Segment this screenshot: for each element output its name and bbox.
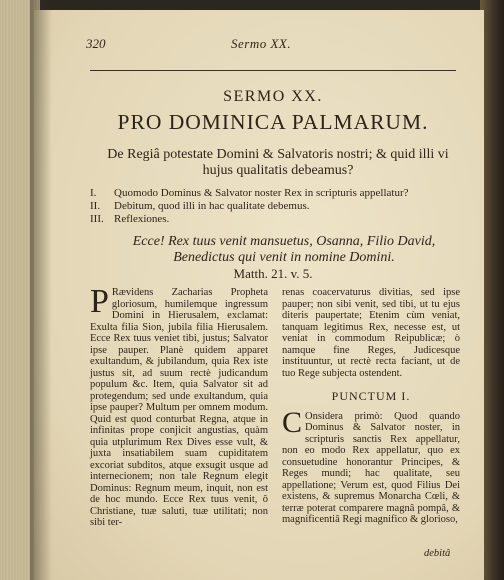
scripture-citation: Matth. 21. v. 5. <box>233 266 313 281</box>
outline-text: Debitum, quod illi in hac qualitate debemus. <box>114 200 310 212</box>
left-column <box>90 283 268 529</box>
sermon-outline <box>90 187 456 226</box>
drop-cap: P <box>90 283 109 320</box>
body-text: Rævidens Zacharias Propheta gloriosum, humilemque ingressum Domini in Hierusalem, exclamat: Exulta filia Sion, jubila filia Hierusalem. Ecce Rex tuus veniet tibi, justus; Salvator ipse pauper. Planè quidem apparet exultandum, & jubilandum, quia Rex iste justus sit, ad suum rectè judicandum populum &c. Item, quia Salvator sit ad protegendum; sed unde exultandum, quia ipse pauper? Multum per omnem modum. Quid est quod conturbat Regna, atque in infinitas prope conjicit angustias, quàm quia utplurimum Rex Dives esse vult, & juxta insatiabilem suam cupiditatem excoriat subditos, atque exsugit usque ad internecionem; non tale Regnum elegit Dominus: Regnum meum, inquit, non est de hoc mundo. Ecce Rex tuus venit, ô Christiane, tuæ saluti, tuæ utilitati; non sibi ter- <box>90 287 268 528</box>
scripture-quote: Ecce! Rex tuus venit mansuetus, Osanna, Filio David, Benedictus qui venit in nomine Domini. <box>132 234 436 265</box>
sermon-title: PRO DOMINICA PALMARUM. <box>117 110 429 134</box>
catchword: debitâ <box>424 548 451 559</box>
gutter-shadow <box>30 0 52 580</box>
outline-item <box>90 213 456 226</box>
page-header <box>86 36 456 60</box>
sermon-subtitle: De Regiâ potestate Domini & Salvatoris nostri; & quid illi vi hujus qualitatis debeamus? <box>107 147 449 178</box>
page-number: 320 <box>86 36 106 51</box>
outline-number: III. <box>90 213 104 225</box>
section-heading: PUNCTUM I. <box>331 389 411 403</box>
section-body-text: Onsidera primò: Quod quando Dominus & Salvator noster, in scripturis sanctis Rex appellatur, non eo modo Rex appellatur, quo ex consuetudine honorantur Principes, & Reges mundi; hac qualitate, seu appellatione; Verum est, quod Filius Dei existens, & supremus Monarcha Cœli, & terræ poterat comparere magnâ pompâ, & magnificentiâ Regi magnifico & glorioso, <box>282 410 460 525</box>
outline-text: Quomodo Dominus & Salvator noster Rex in scripturis appellatur? <box>114 187 409 199</box>
sermon-number-heading: SERMO XX. <box>223 88 323 105</box>
outline-item <box>90 200 456 213</box>
outline-number: I. <box>90 187 97 199</box>
outline-item <box>90 187 456 200</box>
outline-number: II. <box>90 200 101 212</box>
drop-cap: C <box>282 405 303 439</box>
body-text: renas coacervaturus divitias, sed ipse pauper; non sibi venit, sed tibi, ut tu ejus diteris paupertate; Etenim cùm veniat, tanquam legitimus Rex, necesse est, ut veniat in commodum Reipublicæ; ò namque fine Reges, Judicesque instituuntur, ut rectè recta faciant, ut de tuo Rege subjecta ostendent. <box>282 287 460 379</box>
outline-text: Reflexiones. <box>114 213 170 225</box>
right-column <box>282 287 460 526</box>
header-rule <box>90 70 456 71</box>
running-head: Sermo XX. <box>231 36 292 51</box>
book-page <box>34 10 484 580</box>
